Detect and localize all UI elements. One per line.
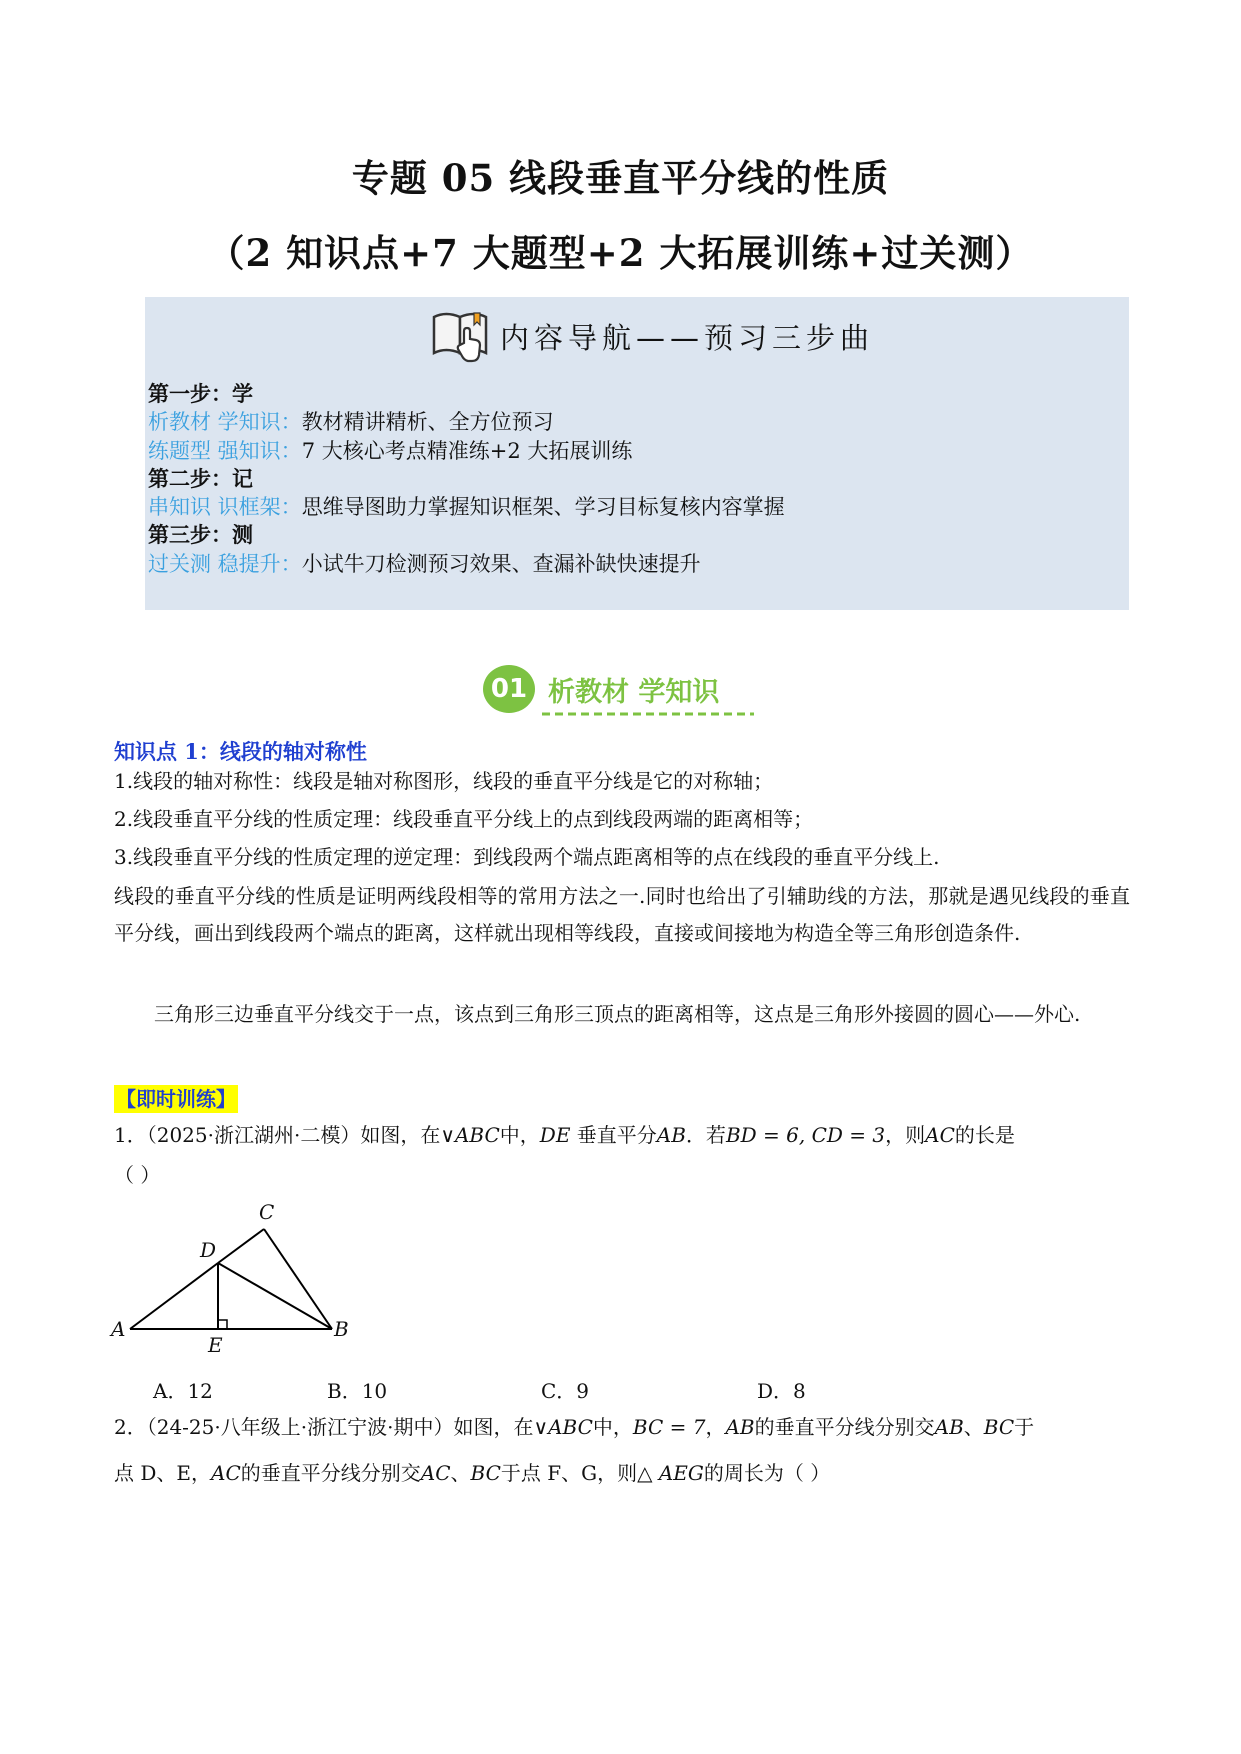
book-pointer-icon [430, 305, 494, 367]
nav-row-text: 7 大核心考点精准练+2 大拓展训练 [301, 439, 633, 463]
step1-label: 第一步：学 [148, 381, 253, 406]
question-text: 于 [1014, 1415, 1035, 1439]
answer-paren: （ ） [114, 1163, 161, 1187]
knowledge-paragraph: 线段的垂直平分线的性质是证明两线段相等的常用方法之一.同时也给出了引辅助线的方法，那就是遇见线段的垂直平分线，画出到线段两个端点的距离，这样就出现相等线段，直接或间接地为构造全等三角形创造条件. [114, 884, 1130, 945]
math-expr: BC [983, 1415, 1015, 1439]
nav-row-label: 串知识 识框架： [148, 495, 302, 519]
math-expr: AC [211, 1461, 241, 1485]
nav-heading-text: 内容导航——预习三步曲 [500, 320, 875, 355]
option-a[interactable]: A．12 [153, 1379, 213, 1403]
question-text: 的垂直平分线分别交 [240, 1461, 421, 1485]
nav-row-label: 析教材 学知识： [148, 410, 302, 434]
question-text: ．若 [685, 1123, 726, 1147]
nav-row-label: 过关测 稳提升： [148, 552, 302, 576]
nav-row-2 [148, 437, 632, 465]
math-expr: AB [934, 1415, 964, 1439]
question-text: 垂直平分 [576, 1123, 657, 1147]
math-expr: ∨ABC [533, 1415, 593, 1439]
section-badge [482, 662, 762, 718]
page-subtitle: （2 知识点+7 大题型+2 大拓展训练+过关测） [207, 231, 1034, 275]
nav-row-3 [148, 493, 785, 521]
point-label-e: E [208, 1333, 223, 1357]
question-text: 2．（24-25·八年级上·浙江宁波·期中）如图，在 [114, 1415, 534, 1439]
math-expr: AC [420, 1461, 451, 1485]
nav-row-text: 教材精讲精析、全方位预习 [301, 410, 554, 434]
question-text: 点 D、E， [114, 1461, 211, 1485]
knowledge-item: 1.线段的轴对称性：线段是轴对称图形，线段的垂直平分线是它的对称轴； [114, 769, 774, 793]
question-text: ，则 [885, 1123, 926, 1147]
nav-row-4 [148, 550, 701, 578]
math-expr: ∨ABC [440, 1123, 500, 1147]
section-label: 析教材 学知识 [548, 677, 720, 708]
practice-tag: 【即时训练】 [116, 1087, 236, 1111]
math-expr: AB [656, 1123, 686, 1147]
point-label-c: C [259, 1200, 275, 1224]
nav-heading [430, 312, 874, 360]
math-expr: BC = 7 [632, 1415, 706, 1439]
question-2-text [114, 1413, 1034, 1441]
option-c[interactable]: C．9 [541, 1379, 590, 1403]
step2-label: 第二步：记 [148, 466, 253, 491]
knowledge-heading: 知识点 1：线段的轴对称性 [114, 739, 367, 764]
triangle-figure [108, 1200, 368, 1360]
knowledge-item: 2.线段垂直平分线的性质定理：线段垂直平分线上的点到线段两端的距离相等； [114, 807, 814, 831]
question-2-text-line2 [114, 1459, 830, 1487]
question-text: 1．（2025·浙江湖州·二模）如图，在 [114, 1123, 441, 1147]
nav-row-text: 小试牛刀检测预习效果、查漏补缺快速提升 [301, 552, 701, 576]
math-expr: AC [925, 1123, 955, 1147]
point-label-d: D [200, 1238, 217, 1262]
point-label-a: A [111, 1317, 126, 1341]
question-text: 中， [499, 1123, 540, 1147]
question-text: 中， [592, 1415, 633, 1439]
question-1-text [114, 1121, 1015, 1149]
math-expr: BD = 6, CD = 3 [725, 1123, 886, 1147]
knowledge-paragraph: 三角形三边垂直平分线交于一点，该点到三角形三顶点的距离相等，这点是三角形外接圆的圆心——外心. [154, 1002, 1081, 1026]
answer-options [0, 1375, 1241, 1405]
question-text: 的周长为（ ） [703, 1461, 831, 1485]
question-text: 、 [963, 1415, 984, 1439]
knowledge-item: 3.线段垂直平分线的性质定理的逆定理：到线段两个端点距离相等的点在线段的垂直平分线上. [114, 845, 940, 869]
nav-row-text: 思维导图助力掌握知识框架、学习目标复核内容掌握 [301, 495, 785, 519]
point-label-b: B [334, 1317, 349, 1341]
nav-row-label: 练题型 强知识： [148, 439, 302, 463]
question-text: 于点 F、G，则 [500, 1461, 638, 1485]
section-number: 01 [490, 674, 528, 704]
option-d[interactable]: D．8 [757, 1379, 806, 1403]
question-text: 的垂直平分线分别交 [754, 1415, 935, 1439]
option-b[interactable]: B．10 [327, 1379, 388, 1403]
nav-row-1 [148, 408, 554, 436]
page-title: 专题 05 线段垂直平分线的性质 [351, 156, 890, 200]
question-text: 、 [450, 1461, 471, 1485]
math-expr: DE [539, 1123, 571, 1147]
step3-label: 第三步：测 [148, 522, 253, 547]
math-expr: AB [725, 1415, 755, 1439]
question-text: 的长是 [954, 1123, 1015, 1147]
math-expr: △ AEG [637, 1461, 704, 1485]
question-text: ， [705, 1415, 726, 1439]
math-expr: BC [470, 1461, 501, 1485]
